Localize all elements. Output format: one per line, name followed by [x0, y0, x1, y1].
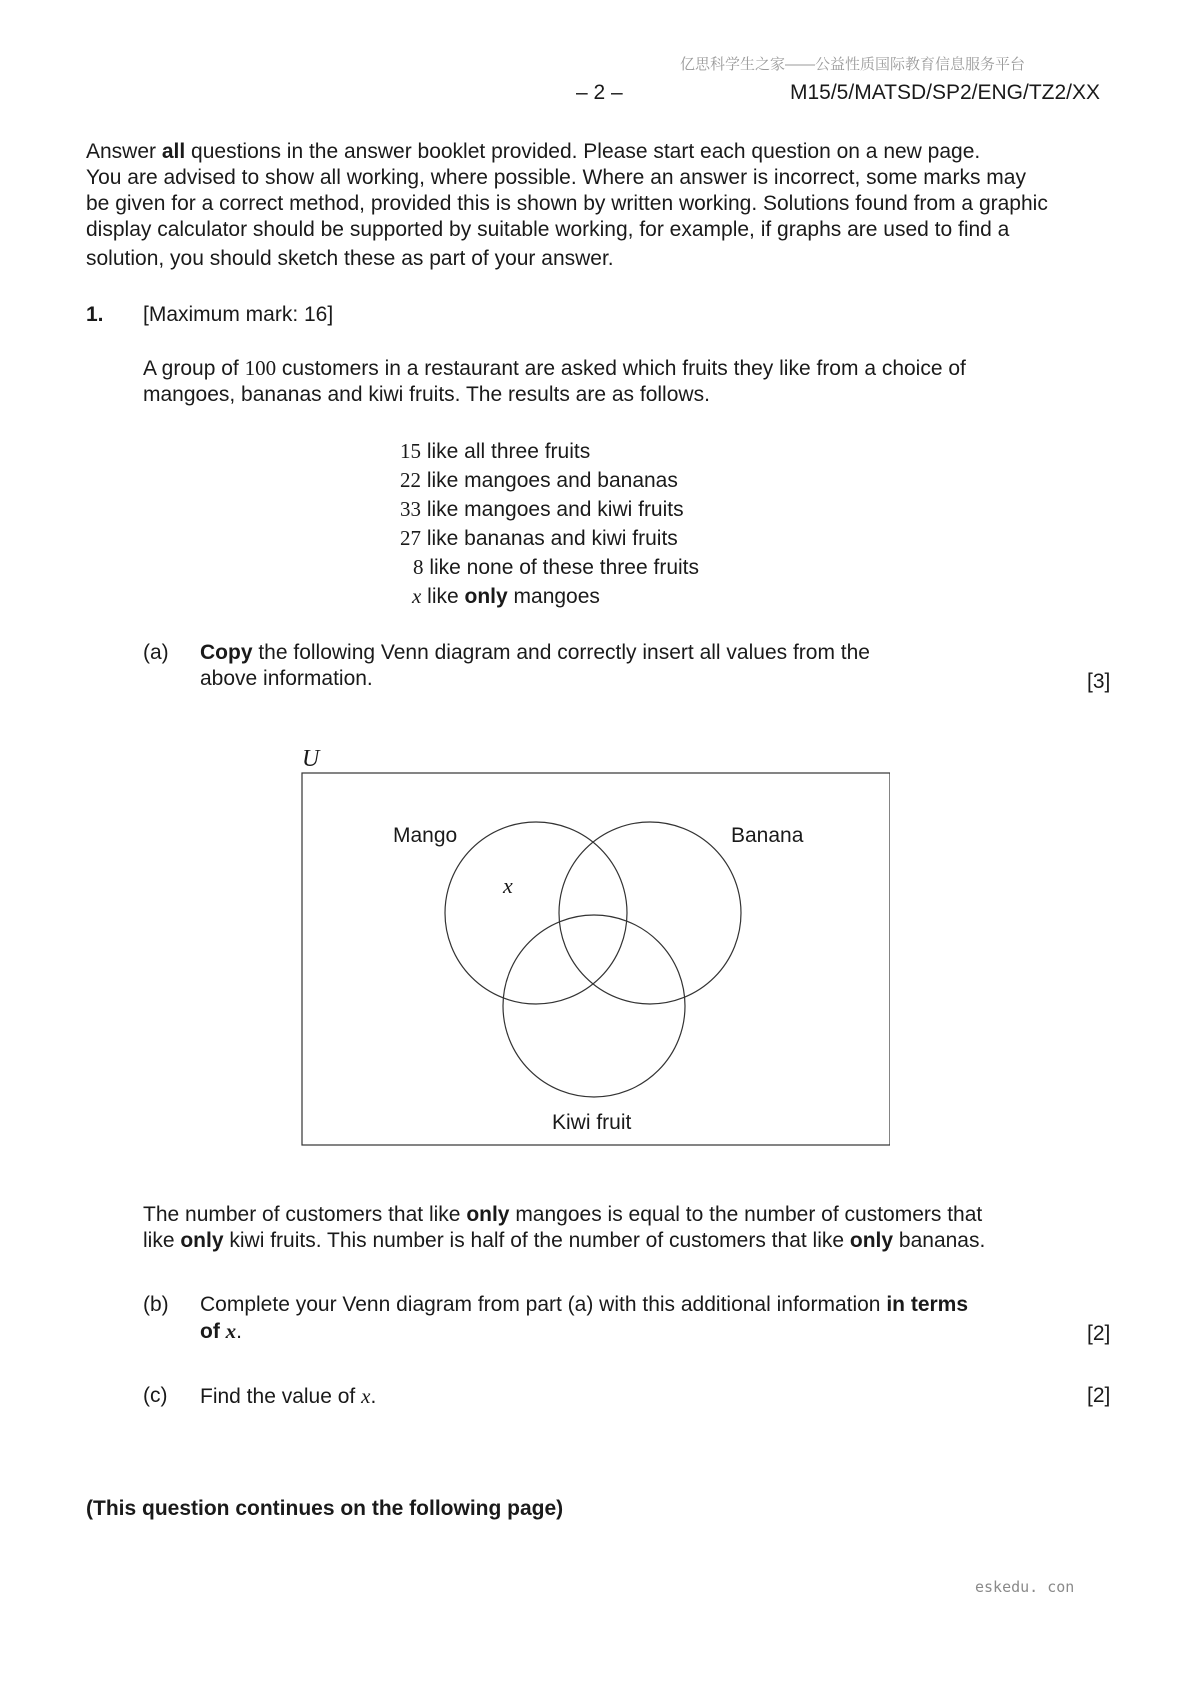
question-stem-line-1	[143, 355, 1043, 382]
result-count: 15	[400, 439, 421, 463]
part-c-text	[200, 1383, 376, 1410]
only-mango-region-label: x	[503, 873, 513, 898]
part-a-line-2: above information.	[200, 667, 373, 690]
part-a-label: (a)	[143, 641, 169, 664]
part-b-text-run: .	[236, 1320, 242, 1343]
part-a-marks: [3]	[1087, 670, 1111, 693]
instructions-line-4: display calculator should be supported by suitable working, for example, if graphs are used to find a	[86, 218, 1010, 241]
part-c-marks: [2]	[1087, 1384, 1111, 1407]
mango-label: Mango	[393, 824, 458, 847]
result-item	[400, 437, 699, 466]
result-text: like bananas and kiwi fruits	[421, 527, 678, 550]
paper-code: M15/5/MATSD/SP2/ENG/TZ2/XX	[790, 81, 1101, 104]
result-text: like mangoes and bananas	[421, 469, 678, 492]
part-b-emphasis: in terms	[886, 1293, 969, 1316]
part-b-marks: [2]	[1087, 1322, 1111, 1345]
result-text: like none of these three fruits	[423, 556, 699, 579]
result-count: 27	[400, 526, 421, 550]
kiwi-fruit-label: Kiwi fruit	[552, 1111, 632, 1134]
survey-results-list	[400, 437, 699, 611]
instructions-emphasis: all	[161, 140, 186, 163]
question-number: 1.	[86, 303, 104, 326]
info-text: like	[143, 1229, 181, 1252]
part-c-label: (c)	[143, 1384, 168, 1407]
question-stem	[143, 355, 1043, 408]
part-c-text-run: Find the value of	[200, 1385, 362, 1408]
mango-circle	[445, 822, 627, 1004]
part-b-line-1	[200, 1292, 1030, 1318]
result-count: 33	[400, 497, 421, 521]
result-text: like mangoes and kiwi fruits	[421, 498, 684, 521]
info-text: bananas.	[893, 1229, 986, 1252]
result-text: like all three fruits	[421, 440, 591, 463]
maximum-mark: [Maximum mark: 16]	[143, 303, 334, 326]
result-item	[400, 524, 699, 553]
stem-text: A group of	[143, 357, 245, 380]
info-text: mangoes is equal to the number of customers that	[509, 1203, 983, 1226]
part-b-text	[200, 1292, 1030, 1345]
stem-text: customers in a restaurant are asked which fruits they like from a choice of	[276, 357, 966, 380]
additional-info-line-1	[143, 1202, 1073, 1228]
banana-circle	[559, 822, 741, 1004]
result-item	[400, 553, 699, 582]
result-item	[400, 466, 699, 495]
part-b-variable: x	[225, 1319, 237, 1343]
stem-number: 100	[244, 356, 277, 380]
kiwi-circle	[503, 915, 685, 1097]
additional-information	[143, 1202, 1073, 1254]
instructions-text: questions in the answer booklet provided. Please start each question on a new page.	[185, 140, 981, 163]
page-number: – 2 –	[576, 81, 623, 104]
result-text: like	[421, 585, 465, 608]
part-b-line-2	[200, 1318, 1030, 1345]
result-item	[400, 495, 699, 524]
banana-label: Banana	[731, 824, 804, 847]
instructions-line-2: You are advised to show all working, where possible. Where an answer is incorrect, some marks may	[86, 166, 1026, 189]
result-text: mangoes	[507, 585, 600, 608]
result-variable: x	[412, 584, 422, 608]
part-a-line-1	[200, 640, 1020, 666]
part-b-label: (b)	[143, 1293, 169, 1316]
result-item	[400, 582, 699, 611]
part-a-text-run: the following Venn diagram and correctly insert all values from the	[252, 641, 870, 664]
footer-watermark: eskedu. con	[975, 1578, 1075, 1596]
question-stem-line-2: mangoes, bananas and kiwi fruits. The results are as follows.	[143, 383, 710, 406]
info-emphasis: only	[849, 1229, 894, 1252]
header-watermark: 亿思科学生之家——公益性质国际教育信息服务平台	[680, 56, 1026, 73]
info-emphasis: only	[466, 1203, 510, 1226]
info-emphasis: only	[180, 1229, 224, 1252]
continues-notice: (This question continues on the following page)	[86, 1497, 564, 1520]
instructions-line-1	[86, 139, 1116, 165]
venn-diagram	[290, 738, 890, 1148]
part-c-variable: x	[361, 1384, 371, 1408]
universal-set-label: U	[302, 746, 320, 772]
instructions-line-3: be given for a correct method, provided this is shown by written working. Solutions found from a graphic	[86, 192, 1048, 215]
part-b-emphasis: of	[200, 1320, 226, 1343]
info-text: The number of customers that like	[143, 1203, 467, 1226]
part-a-emphasis: Copy	[200, 641, 253, 664]
part-c-text-run: .	[370, 1385, 377, 1408]
instructions-text: Answer	[86, 140, 162, 163]
additional-info-line-2	[143, 1228, 1073, 1254]
part-b-text-run: Complete your Venn diagram from part (a) with this additional information	[200, 1293, 887, 1316]
part-a-text	[200, 640, 1020, 692]
result-count: 8	[413, 555, 424, 579]
result-emphasis: only	[464, 585, 508, 608]
instructions	[86, 139, 1116, 272]
instructions-line-5: solution, you should sketch these as part of your answer.	[86, 247, 614, 270]
info-text: kiwi fruits. This number is half of the number of customers that like	[223, 1229, 850, 1252]
result-count: 22	[400, 468, 421, 492]
